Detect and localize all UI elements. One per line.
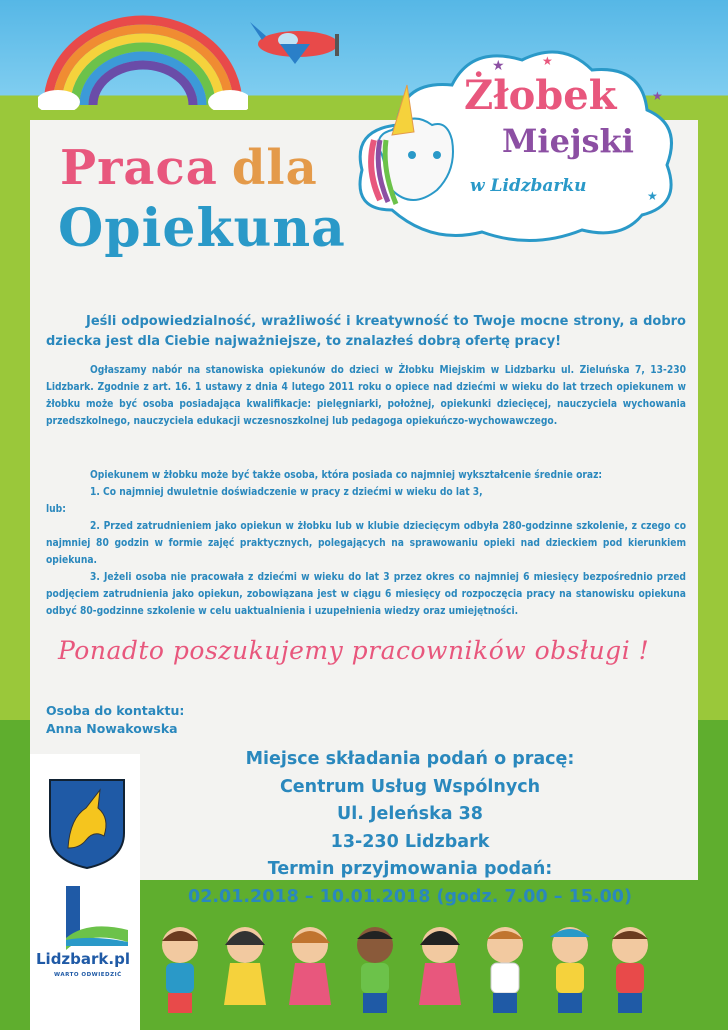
paragraph-qualifications: Ogłaszamy nabór na stanowiska opiekunów do dzieci w Żłobku Miejskim w Lidzbarku ul. Zieluńska 7, 13-230 Lidzbark. Zgodnie z art. 16. 1 ustawy z dnia 4 lutego 2011 roku o opiece nad dziećmi w wieku do lat trzech opiekunem w żłobku może być osoba posiadająca kwalifikacje: pielęgniarki, położnej, opiekunki dziecięcej, nauczyciela wychowania przedszkolnego, nauczyciela edukacji wczesnoszkolnej lub pedagoga opiekuńczo-wychowawczego. [46, 365, 686, 427]
lidzbark-logo-icon [48, 880, 138, 1000]
rainbow-illustration [38, 10, 248, 110]
page-title-line2: Opiekuna [58, 198, 346, 259]
application-info [140, 746, 680, 911]
logo-text-miejski: Miejski [502, 122, 634, 160]
brand-tagline: WARTO ODWIEDZIĆ [54, 972, 122, 978]
svg-text:★: ★ [492, 58, 505, 74]
title-word-dla: dla [231, 140, 318, 196]
apply-address: Ul. Jeleńska 38 [337, 804, 483, 824]
brand-name: Lidzbark.pl [36, 950, 130, 968]
apply-postal: 13-230 Lidzbark [330, 831, 490, 852]
requirements-lead: Opiekunem w żłobku może być także osoba, która posiada co najmniej wykształcenie średnie oraz: [90, 470, 603, 481]
requirements-or: lub: [46, 504, 66, 515]
contact-block [46, 702, 184, 738]
staff-slogan: Ponadto poszukujemy pracowników obsługi ! [58, 636, 650, 665]
svg-text:★: ★ [652, 89, 663, 103]
contact-label: Osoba do kontaktu: [46, 703, 185, 718]
svg-text:★: ★ [647, 189, 658, 203]
airplane-icon [240, 14, 350, 74]
logo-text-zlobek: Żłobek [464, 72, 617, 119]
child-1 [162, 927, 198, 1013]
apply-place-label: Miejsce składania podań o pracę: [245, 749, 575, 769]
title-word-praca: Praca [60, 140, 218, 196]
child-2 [224, 927, 266, 1005]
child-6 [487, 927, 523, 1013]
child-8 [612, 927, 648, 1013]
logo-text-lidzbark: w Lidzbarku [470, 176, 587, 196]
requirement-item-2: 2. Przed zatrudnieniem jako opiekun w żłobku lub w klubie dziecięcym odbyła 280-godzinne szkolenie, z czego co najmniej 80 godzin w formie zajęć praktycznych, polegających na sprawowaniu opieki nad dzieckiem pod kierunkiem opiekuna. [46, 521, 686, 566]
svg-text:★: ★ [542, 54, 553, 68]
child-3 [289, 927, 331, 1005]
paragraph-requirements [46, 467, 686, 620]
coat-of-arms-icon [48, 778, 126, 870]
requirement-item-3: 3. Jeżeli osoba nie pracowała z dziećmi w wieku do lat 3 przez okres co najmniej 6 miesięcy bezpośrednio przed podjęciem zatrudnienia jako opiekun, zobowiązana jest w ciągu 6 miesięcy od rozpoczęcia pracy na stanowisku opiekuna odbyć 80-godzinne szkolenie w celu uaktualnienia i uzupełnienia wiedzy oraz umiejętności. [46, 572, 686, 617]
apply-deadline-label: Termin przyjmowania podań: [267, 859, 553, 879]
child-7 [550, 927, 590, 1013]
apply-place-name: Centrum Usług Wspólnych [279, 776, 541, 797]
child-5 [419, 927, 461, 1005]
requirement-item-1: 1. Co najmniej dwuletnie doświadczenie w pracy z dziećmi w wieku do lat 3, [90, 487, 483, 498]
contact-name: Anna Nowakowska [46, 721, 178, 736]
children-illustration [150, 915, 650, 1025]
apply-deadline-dates: 02.01.2018 – 10.01.2018 (godz. 7.00 – 15.00) [188, 886, 632, 907]
intro-text: Jeśli odpowiedzialność, wrażliwość i kreatywność to Twoje mocne strony, a dobro dziecka jest dla Ciebie najważniejsze, to znalazłeś dobrą ofertę pracy! [46, 314, 686, 349]
child-4 [357, 927, 393, 1013]
page-title-line1 [60, 140, 318, 196]
